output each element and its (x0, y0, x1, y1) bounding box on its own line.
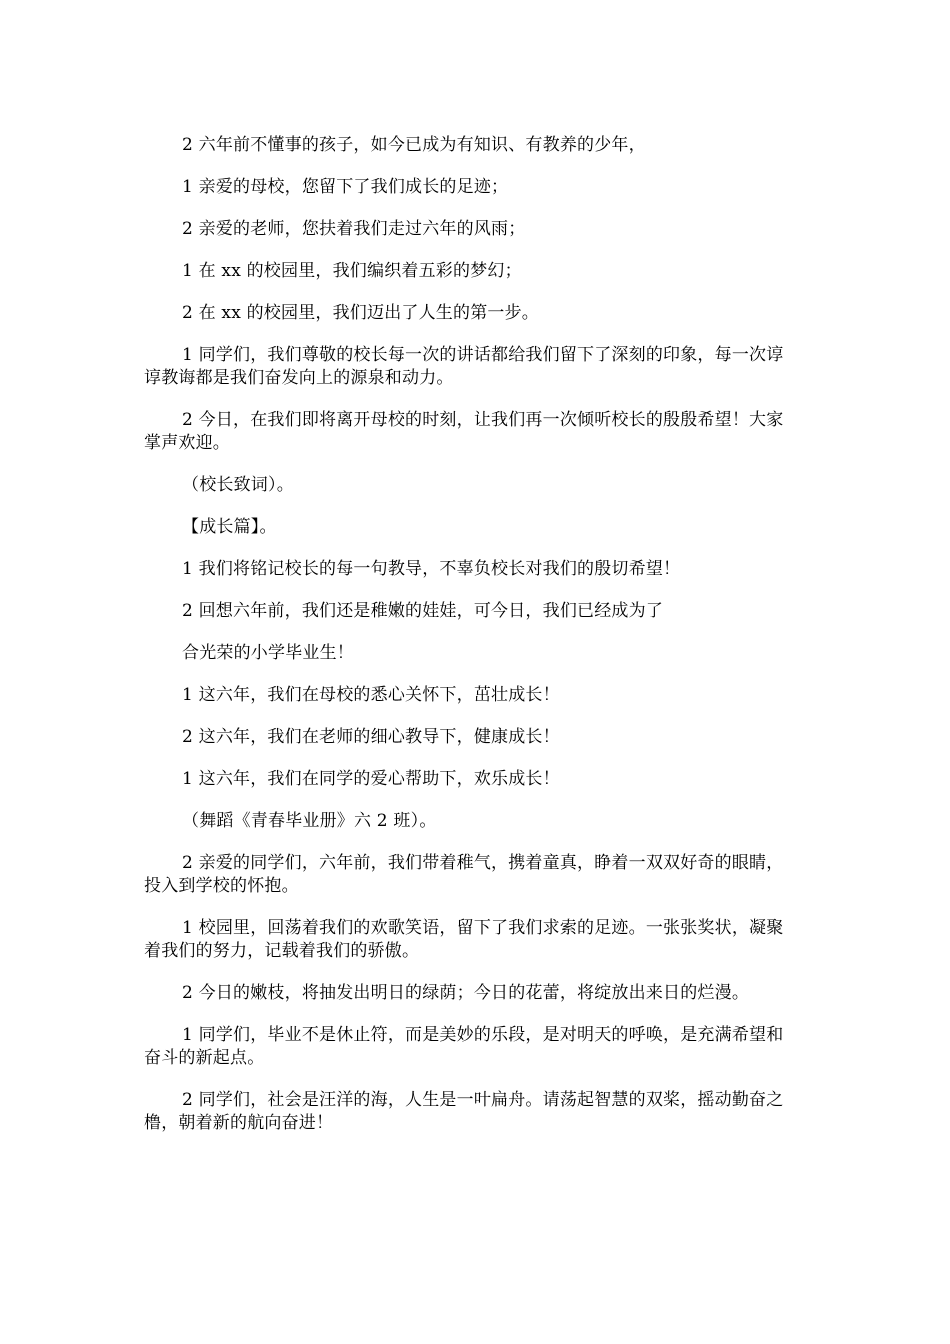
paragraph: 2 在 xx 的校园里，我们迈出了人生的第一步。 (182, 303, 540, 323)
paragraph: 2 这六年，我们在老师的细心教导下，健康成长！ (182, 727, 560, 747)
paragraph: 1 校园里，回荡着我们的欢歌笑语，留下了我们求索的足迹。一张张奖状，凝聚着我们的努力，记载着我们的骄傲。 (144, 918, 784, 961)
paragraph: 2 亲爱的同学们，六年前，我们带着稚气，携着童真，睁着一双双好奇的眼睛，投入到学校的怀抱。 (144, 853, 784, 896)
paragraph: 合光荣的小学毕业生！ (182, 643, 354, 663)
paragraph: （校长致词）。 (182, 475, 294, 495)
paragraph: 1 在 xx 的校园里，我们编织着五彩的梦幻； (182, 261, 522, 281)
paragraph: 2 回想六年前，我们还是稚嫩的娃娃，可今日，我们已经成为了 (182, 601, 664, 621)
section-heading: 【成长篇】。 (182, 517, 277, 537)
paragraph: 2 六年前不懂事的孩子，如今已成为有知识、有教养的少年， (182, 135, 646, 155)
paragraph: 2 亲爱的老师，您扶着我们走过六年的风雨； (182, 219, 526, 239)
paragraph: 1 亲爱的母校，您留下了我们成长的足迹； (182, 177, 509, 197)
paragraph: 1 这六年，我们在母校的悉心关怀下，茁壮成长！ (182, 685, 560, 705)
paragraph: 1 这六年，我们在同学的爱心帮助下，欢乐成长！ (182, 769, 560, 789)
document-body (144, 134, 792, 1154)
paragraph: 2 今日的嫩枝，将抽发出明日的绿荫；今日的花蕾，将绽放出来日的烂漫。 (182, 983, 750, 1003)
paragraph: 1 我们将铭记校长的每一句教导，不辜负校长对我们的殷切希望！ (182, 559, 681, 579)
paragraph: 1 同学们，我们尊敬的校长每一次的讲话都给我们留下了深刻的印象，每一次谆谆教诲都是我们奋发向上的源泉和动力。 (144, 345, 784, 388)
paragraph: 2 同学们，社会是汪洋的海，人生是一叶扁舟。请荡起智慧的双桨，摇动勤奋之橹，朝着新的航向奋进！ (144, 1090, 784, 1133)
paragraph: （舞蹈《青春毕业册》六 2 班）。 (182, 811, 437, 831)
paragraph: 2 今日，在我们即将离开母校的时刻，让我们再一次倾听校长的殷殷希望！大家掌声欢迎。 (144, 410, 784, 453)
paragraph: 1 同学们，毕业不是休止符，而是美妙的乐段，是对明天的呼唤，是充满希望和奋斗的新起点。 (144, 1025, 784, 1068)
